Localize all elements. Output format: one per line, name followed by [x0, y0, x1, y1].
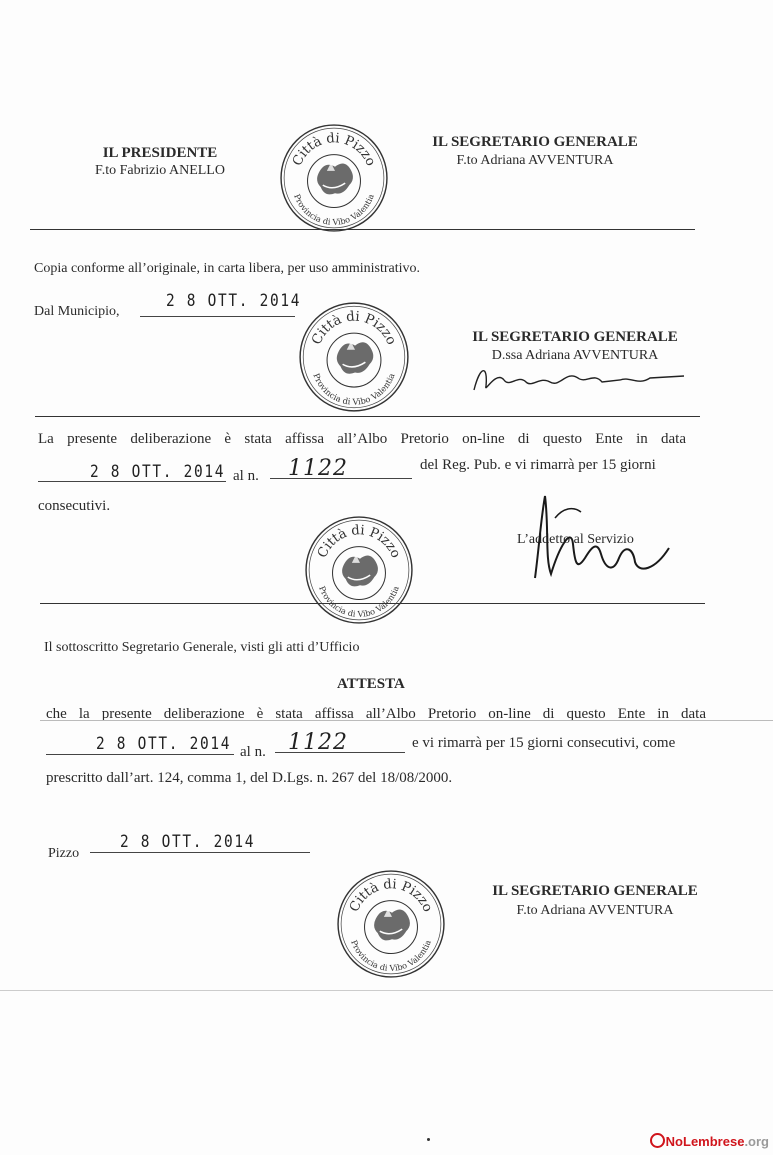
date-underline [140, 316, 295, 317]
secretary-name-1: F.to Adriana AVVENTURA [456, 153, 614, 168]
city-seal [303, 514, 415, 631]
seal-top-text: Città di Pizzo [289, 131, 379, 169]
secretary-name-2: D.ssa Adriana AVVENTURA [491, 348, 659, 363]
president-title: IL PRESIDENTE [102, 145, 218, 161]
seal-top-text: Città di Pizzo [308, 308, 400, 348]
scan-speck [427, 1138, 430, 1141]
affissione-text-line3: consecutivi. [38, 498, 111, 514]
affissione-text-line2: del Reg. Pub. e vi rimarrà per 15 giorni [420, 457, 656, 473]
seal-top-text: Città di Pizzo [314, 523, 404, 561]
attestation-text-line2: e vi rimarrà per 15 giorni consecutivi, come [412, 735, 676, 751]
scan-edge [0, 990, 773, 991]
date-stamp: 2 8 OTT. 2014 [90, 462, 226, 482]
signature [515, 478, 675, 588]
divider [40, 603, 705, 604]
secretary-title-1: IL SEGRETARIO GENERALE [432, 134, 638, 150]
city-seal [335, 868, 447, 985]
place-label: Pizzo [48, 846, 80, 861]
signature [470, 360, 690, 400]
seal-bottom-text: Provincia di Vibo Valentia [311, 371, 397, 407]
affissione-text-line1: La presente deliberazione è stata affissa all’Albo Pretorio on-line di questo Ente in data [38, 431, 686, 447]
svg-text:Città di Pizzo [347, 877, 435, 914]
registry-number: 1122 [288, 456, 348, 481]
president-name: F.to Fabrizio ANELLO [95, 163, 225, 178]
al-n-label: al n. [233, 468, 259, 484]
seal-bottom-text: Provincia di Vibo Valentia [349, 938, 433, 973]
watermark-logo-icon [650, 1133, 665, 1148]
watermark-rest: Lembrese [683, 1134, 745, 1149]
watermark [650, 1133, 769, 1149]
date-stamp: 2 8 OTT. 2014 [166, 291, 302, 311]
municipio-label: Dal Municipio, [34, 304, 120, 319]
al-n-label: al n. [240, 744, 266, 760]
scan-edge [40, 720, 773, 721]
divider [35, 416, 700, 417]
registry-number: 1122 [288, 730, 348, 755]
city-seal [297, 300, 411, 419]
seal-top-text: Città di Pizzo [346, 877, 436, 915]
attestation-text-line3: prescritto dall’art. 124, comma 1, del D.Lgs. n. 267 del 18/08/2000. [46, 770, 453, 786]
secretary-title-3: IL SEGRETARIO GENERALE [492, 883, 698, 899]
secretary-name-3: F.to Adriana AVVENTURA [516, 903, 674, 918]
attesta-heading: ATTESTA [337, 676, 405, 692]
date-underline [90, 852, 310, 853]
date-underline [46, 754, 234, 755]
divider [30, 229, 695, 230]
watermark-tld: .org [744, 1134, 769, 1149]
addetto-label: L’addetto al Servizio [517, 532, 634, 547]
watermark-no: No [665, 1134, 684, 1149]
svg-text:Città di Pizzo [290, 131, 378, 168]
seal-bottom-text: Provincia di Vibo Valentia [317, 584, 401, 619]
copy-note: Copia conforme all’originale, in carta libera, per uso amministrativo. [34, 261, 421, 276]
svg-text:Città di Pizzo [315, 523, 403, 560]
attestation-text-line1: che la presente deliberazione è stata affissa all’Albo Pretorio on-line di questo Ente in data [46, 706, 706, 722]
date-stamp: 2 8 OTT. 2014 [96, 734, 232, 754]
seal-bottom-text: Provincia di Vibo Valentia [292, 192, 376, 227]
city-seal [278, 122, 390, 239]
intro-text: Il sottoscritto Segretario Generale, visti gli atti d’Ufficio [44, 640, 360, 655]
secretary-title-2: IL SEGRETARIO GENERALE [472, 329, 678, 345]
date-stamp: 2 8 OTT. 2014 [120, 832, 256, 852]
